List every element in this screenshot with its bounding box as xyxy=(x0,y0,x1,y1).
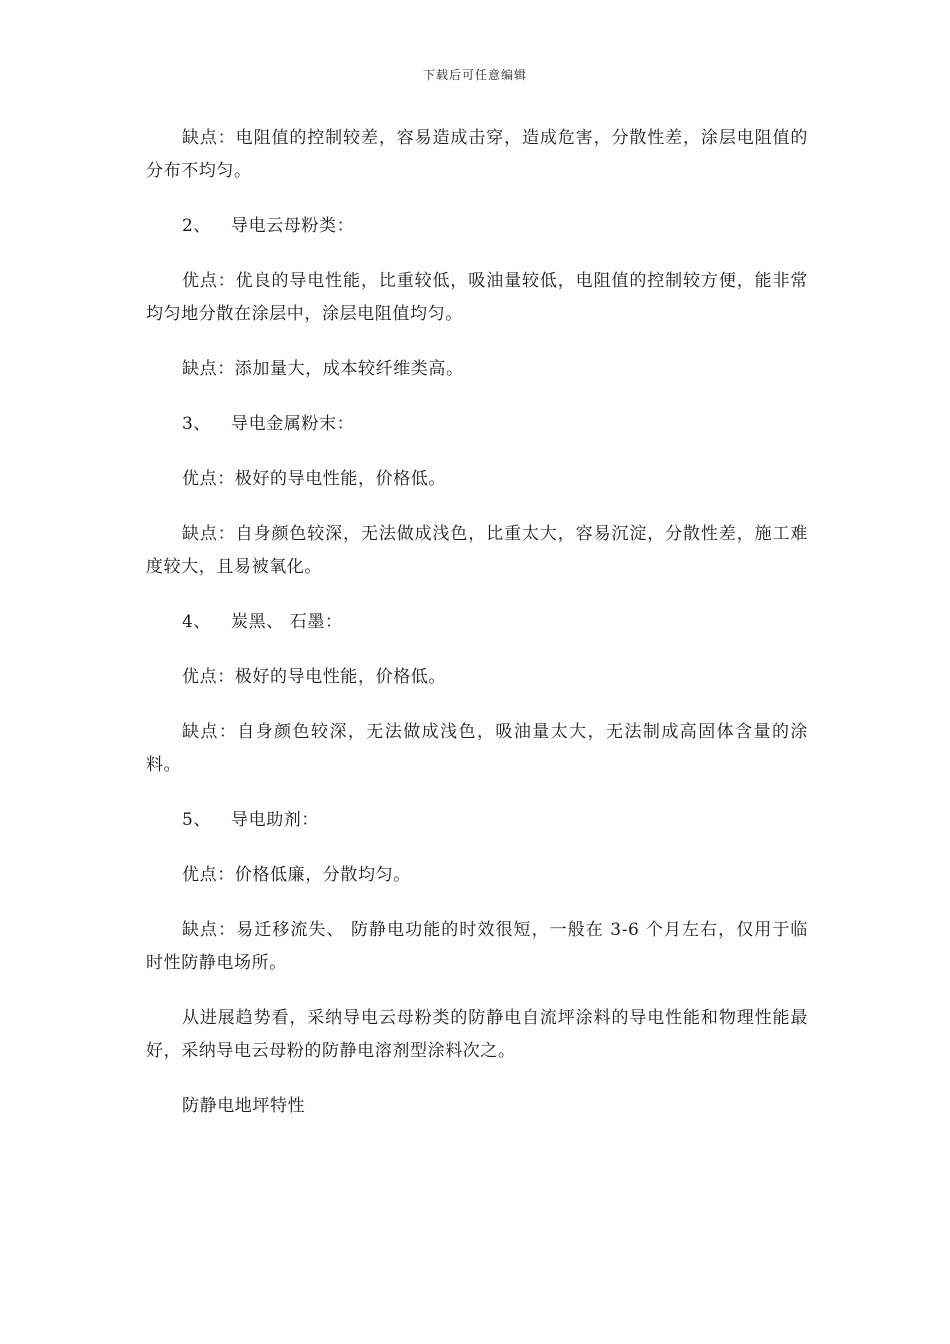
list-item-title: 导电云母粉类： xyxy=(231,216,355,236)
paragraph: 缺点：电阻值的控制较差，容易造成击穿，造成危害，分散性差，涂层电阻值的分布不均匀。 xyxy=(146,128,808,181)
list-item-number: 5、 xyxy=(182,810,212,830)
paragraph: 优点：优良的导电性能，比重较低，吸油量较低，电阻值的控制较方便，能非常均匀地分散在涂层中，涂层电阻值均匀。 xyxy=(146,271,808,324)
list-item-number: 4、 xyxy=(182,612,212,632)
list-item-heading xyxy=(146,804,808,837)
paragraph: 优点：极好的导电性能，价格低。 xyxy=(182,469,446,489)
list-item-heading xyxy=(146,408,808,441)
page-header: 下载后可任意编辑 xyxy=(422,68,527,82)
paragraph: 优点：极好的导电性能，价格低。 xyxy=(182,667,446,687)
section-heading: 防静电地坪特性 xyxy=(182,1096,306,1116)
list-item-title: 导电助剂： xyxy=(231,810,319,830)
document-body xyxy=(146,122,808,1145)
list-item-title: 炭黑、 石墨： xyxy=(231,612,343,632)
list-item-heading xyxy=(146,210,808,243)
list-item-number: 3、 xyxy=(182,414,212,434)
list-item-number: 2、 xyxy=(182,216,212,236)
paragraph: 缺点：添加量大，成本较纤维类高。 xyxy=(182,359,464,379)
list-item-title: 导电金属粉末： xyxy=(231,414,355,434)
paragraph: 缺点：自身颜色较深，无法做成浅色，比重太大，容易沉淀，分散性差，施工难度较大，且易被氧化。 xyxy=(146,524,808,577)
list-item-heading xyxy=(146,606,808,639)
paragraph: 从进展趋势看，采纳导电云母粉类的防静电自流坪涂料的导电性能和物理性能最好，采纳导电云母粉的防静电溶剂型涂料次之。 xyxy=(146,1008,808,1061)
paragraph: 缺点：自身颜色较深，无法做成浅色，吸油量太大，无法制成高固体含量的涂料。 xyxy=(146,722,808,775)
paragraph: 缺点：易迁移流失、 防静电功能的时效很短，一般在 3-6 个月左右，仅用于临时性防静电场所。 xyxy=(146,920,808,973)
paragraph: 优点：价格低廉，分散均匀。 xyxy=(182,865,411,885)
